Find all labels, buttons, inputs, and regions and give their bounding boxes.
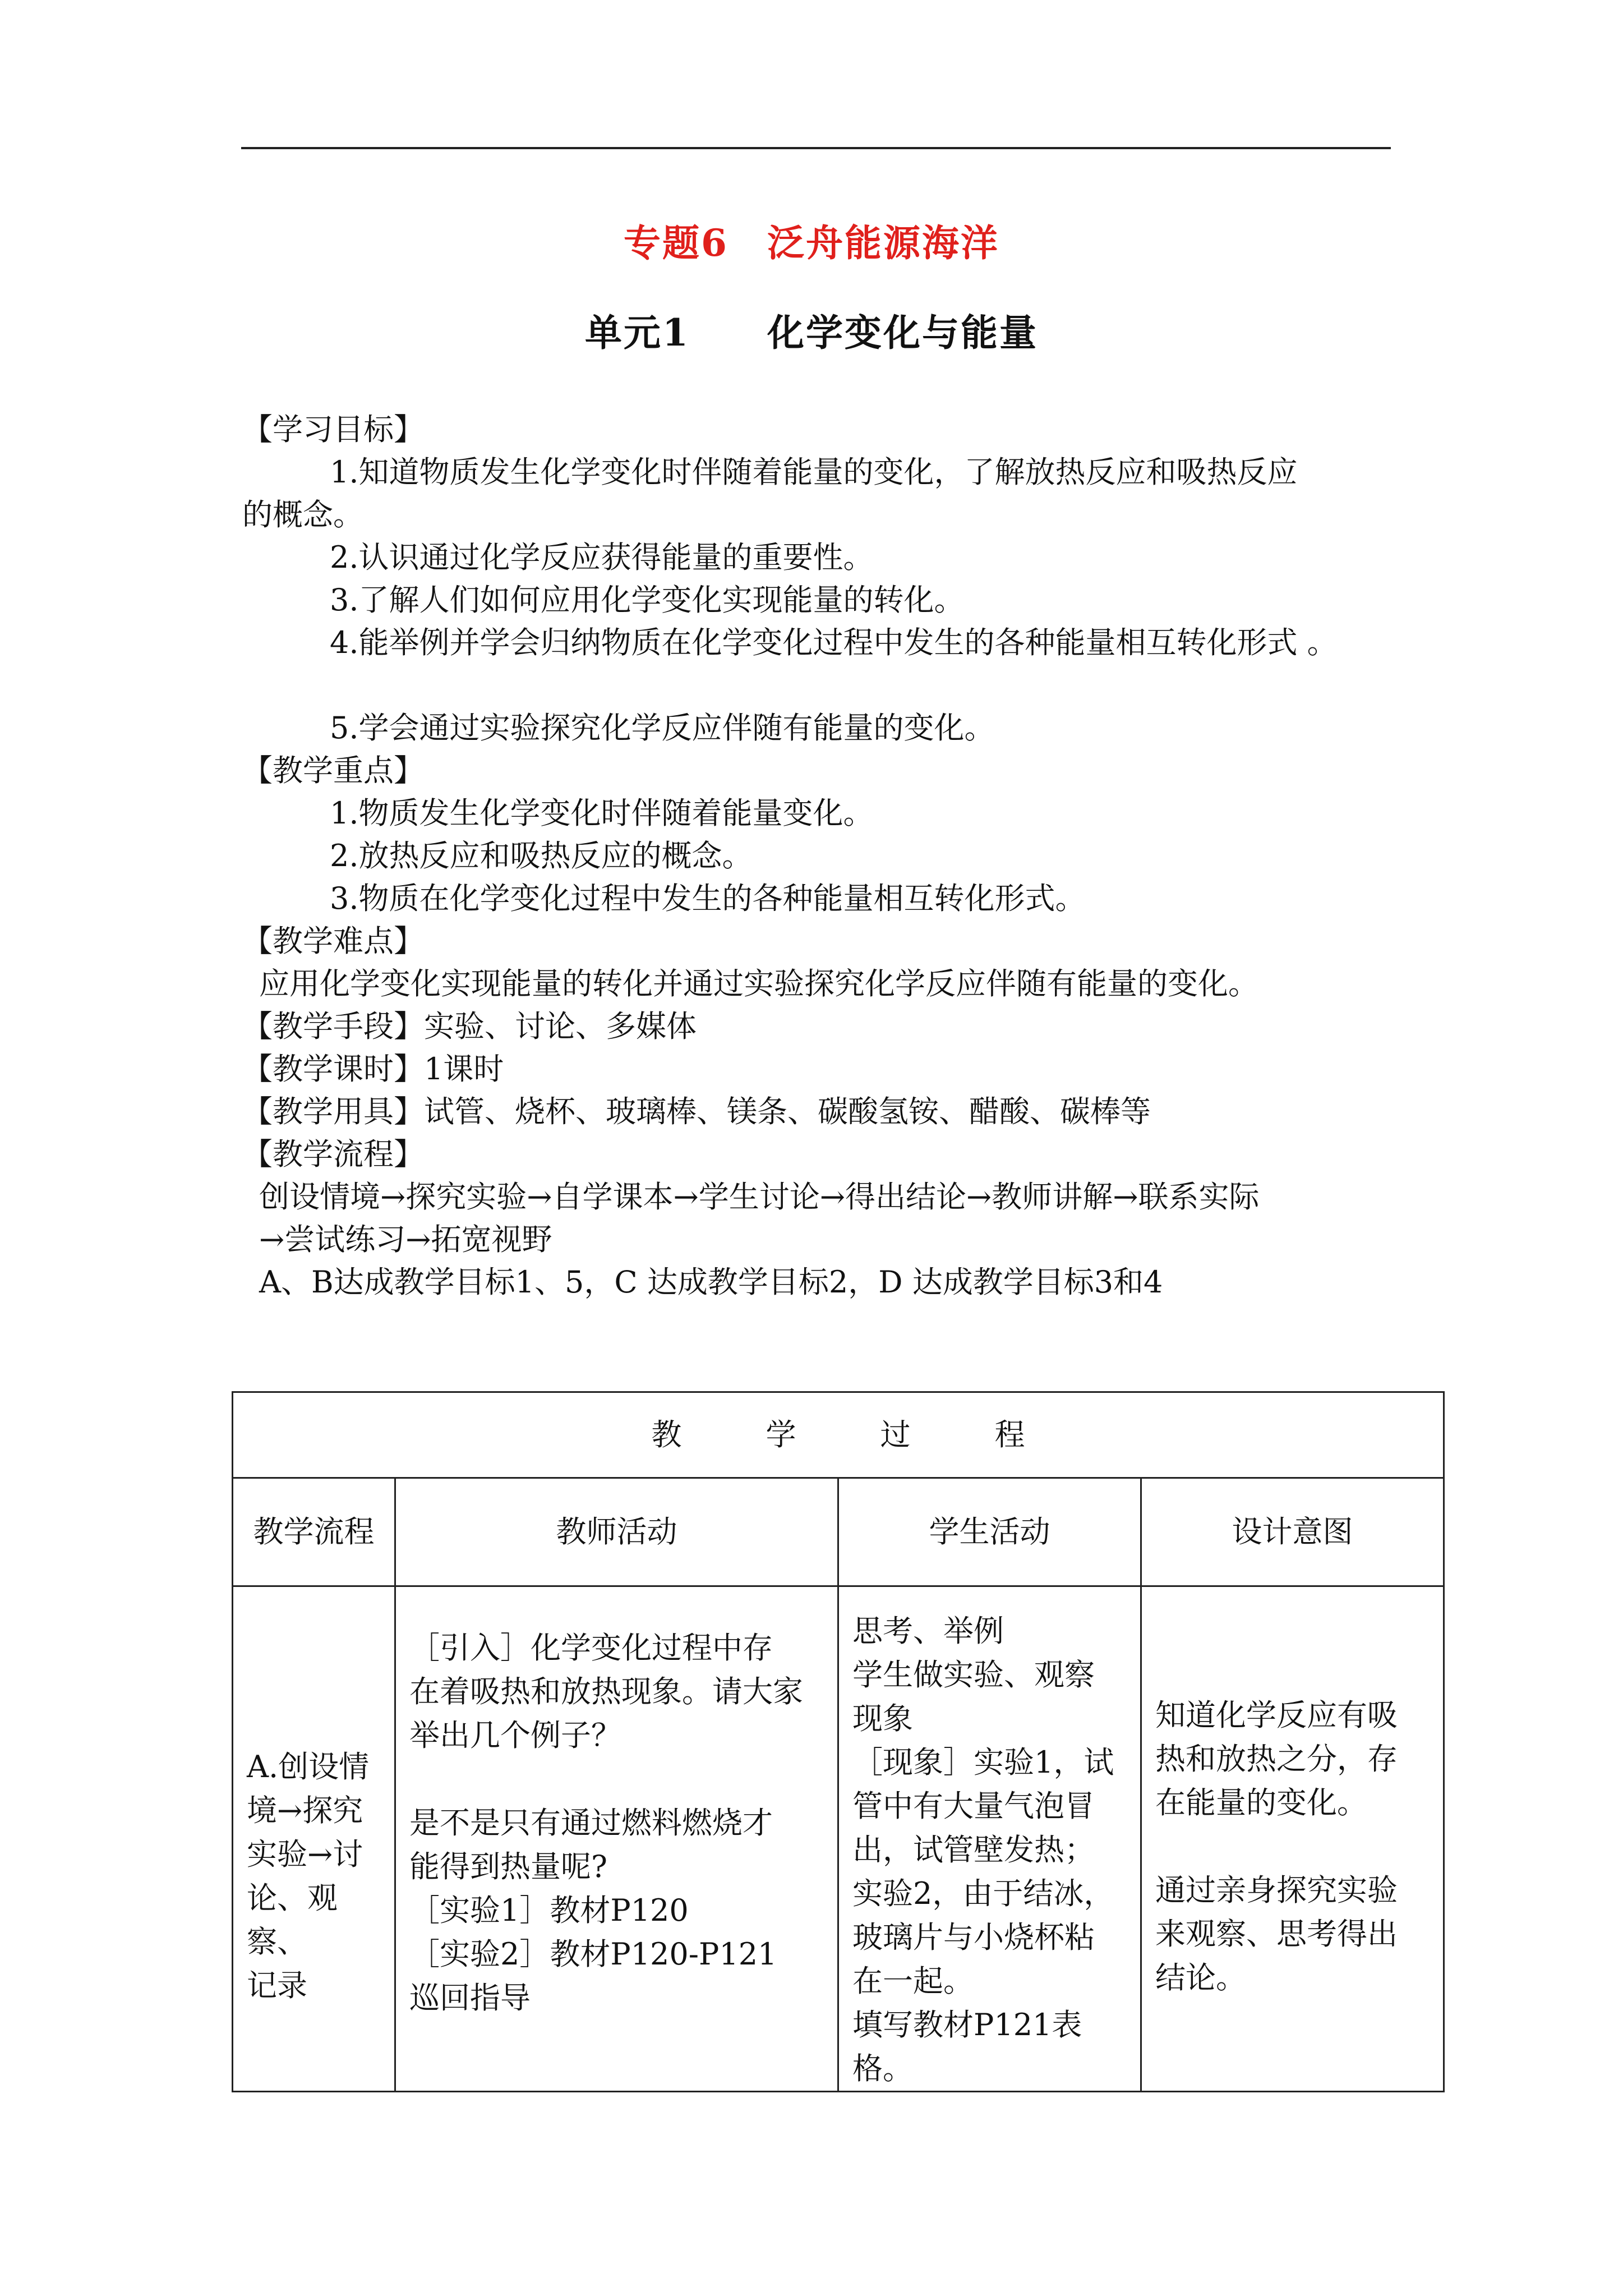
difficulty-heading: 【教学难点】 [242, 923, 424, 959]
flow-steps: 创设情境→探究实验→自学课本→学生讨论→得出结论→教师讲解→联系实际 [259, 1179, 1260, 1214]
goal-item: 2.认识通过化学反应获得能量的重要性。 [330, 540, 874, 575]
cell-line: 在一起。 [852, 1963, 974, 1999]
cell-line: 能得到热量呢? [409, 1849, 607, 1884]
key-point-item: 3.物质在化学变化过程中发生的各种能量相互转化形式。 [330, 881, 1086, 916]
teacher-activity-cell [395, 1586, 838, 2092]
column-header-student: 学生活动 [838, 1478, 1141, 1586]
goal-item: 1.知道物质发生化学变化时伴随着能量的变化，了解放热反应和吸热反应 [330, 454, 1298, 490]
key-points-heading: 【教学重点】 [242, 753, 424, 788]
cell-line: ［现象］实验1，试 [852, 1745, 1114, 1780]
flow-steps-cont: →尝试练习→拓宽视野 [259, 1222, 552, 1257]
key-point-item: 1.物质发生化学变化时伴随着能量变化。 [330, 795, 874, 831]
unit-title: 单元1 化学变化与能量 [585, 311, 1038, 355]
cell-line: ［实验2］教材P120-P121 [409, 1936, 777, 1972]
column-header-flow: 教学流程 [233, 1478, 395, 1586]
cell-line: 在能量的变化。 [1155, 1785, 1367, 1820]
cell-line: 出，试管壁发热； [852, 1832, 1095, 1867]
cell-line: 是不是只有通过燃料燃烧才 [409, 1805, 773, 1841]
design-intent-cell [1141, 1586, 1444, 2092]
goal-item: 5.学会通过实验探究化学反应伴随有能量的变化。 [330, 710, 995, 746]
teaching-hours: 【教学课时】1课时 [242, 1051, 504, 1087]
cell-line: ［实验1］教材P120 [409, 1893, 689, 1928]
cell-line: 结论。 [1155, 1960, 1246, 1995]
column-header-intent: 设计意图 [1141, 1478, 1444, 1586]
cell-line: 实验2，由于结冰， [852, 1876, 1114, 1911]
cell-line: 记录 [247, 1968, 307, 2003]
cell-line: 来观察、思考得出 [1155, 1916, 1398, 1952]
cell-gap [409, 1757, 824, 1801]
column-header-teacher: 教师活动 [395, 1478, 838, 1586]
cell-line: 巡回指导 [409, 1980, 531, 2016]
flow-cell [233, 1586, 395, 2092]
header-rule [241, 147, 1391, 149]
goals-heading: 【学习目标】 [242, 412, 424, 447]
cell-line: 玻璃片与小烧杯粘 [852, 1920, 1095, 1955]
cell-line: A.创设情 [247, 1749, 370, 1784]
cell-line: 热和放热之分，存 [1155, 1741, 1398, 1777]
teaching-process-table [232, 1391, 1445, 2092]
goal-item: 4.能举例并学会归纳物质在化学变化过程中发生的各种能量相互转化形式 。 [330, 625, 1338, 660]
difficulty-item: 应用化学变化实现能量的转化并通过实验探究化学反应伴随有能量的变化。 [259, 966, 1258, 1001]
cell-line: 填写教材P121表格。 [852, 2007, 1082, 2086]
cell-gap [1155, 1825, 1430, 1869]
cell-line: 知道化学反应有吸 [1155, 1697, 1398, 1733]
cell-line: 论、观察、 [247, 1880, 338, 1959]
student-activity-cell [838, 1586, 1141, 2092]
cell-line: 思考、举例 [852, 1613, 1004, 1649]
table-title: 教学过程 [233, 1392, 1444, 1478]
flow-heading: 【教学流程】 [242, 1137, 424, 1172]
cell-line: 学生做实验、观察 [852, 1657, 1095, 1692]
cell-line: 管中有大量气泡冒 [852, 1788, 1095, 1824]
cell-line: 举出几个例子？ [409, 1718, 621, 1753]
goal-item: 3.了解人们如何应用化学变化实现能量的转化。 [330, 582, 965, 618]
topic-title: 专题6 泛舟能源海洋 [624, 221, 999, 265]
cell-line: 实验→讨 [247, 1837, 363, 1872]
cell-line: ［引入］化学变化过程中存 [409, 1630, 773, 1665]
key-point-item: 2.放热反应和吸热反应的概念。 [330, 838, 753, 873]
cell-line: 通过亲身探究实验 [1155, 1872, 1398, 1908]
cell-line: 现象 [852, 1701, 913, 1736]
teaching-means: 【教学手段】实验、讨论、多媒体 [242, 1009, 697, 1044]
cell-line: 境→探究 [247, 1793, 363, 1828]
cell-line: 在着吸热和放热现象。请大家 [409, 1674, 803, 1709]
flow-goals-mapping: A、B达成教学目标1、5，C 达成教学目标2，D 达成教学目标3和4 [259, 1264, 1163, 1300]
goal-item-cont: 的概念。 [242, 497, 363, 532]
teaching-tools: 【教学用具】试管、烧杯、玻璃棒、镁条、碳酸氢铵、醋酸、碳棒等 [242, 1094, 1151, 1129]
